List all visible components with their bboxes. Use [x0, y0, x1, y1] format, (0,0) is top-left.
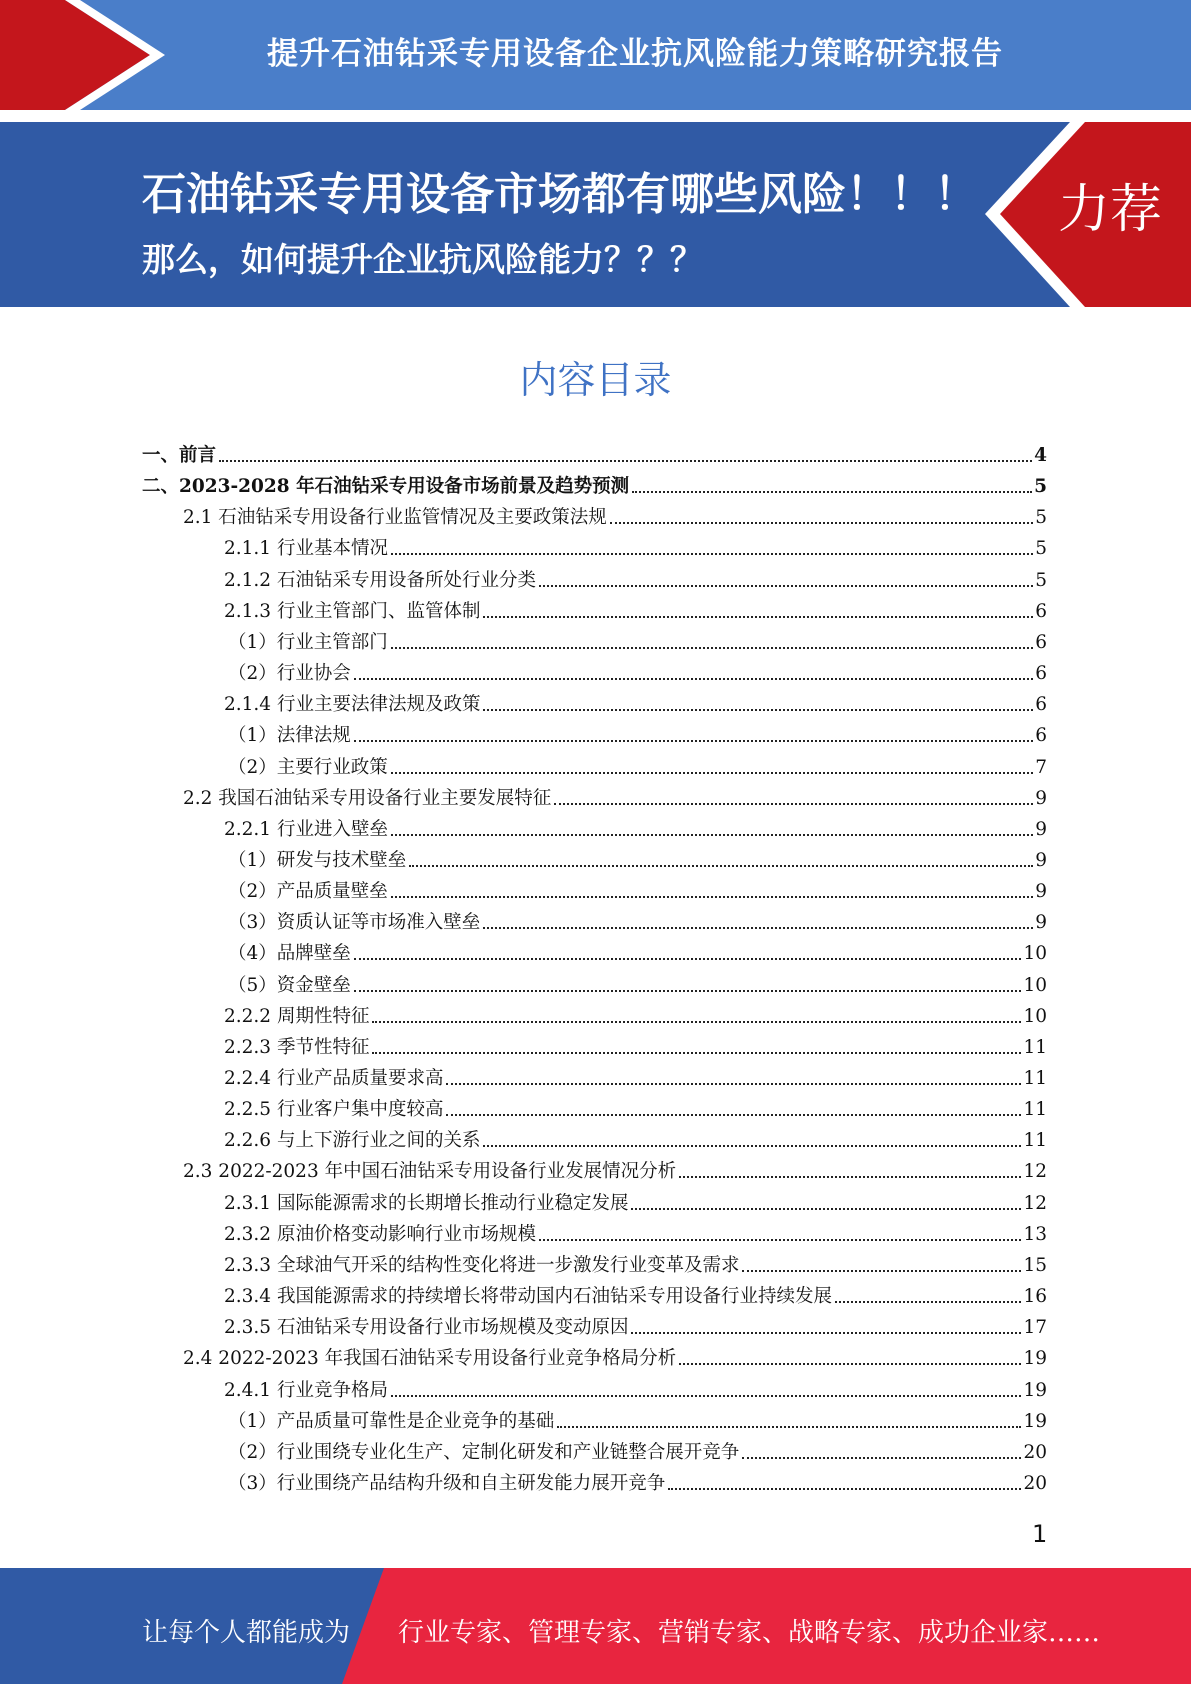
- hero-headline: 石油钻采专用设备市场都有哪些风险！！！: [142, 169, 978, 220]
- toc-entry-page: 9: [1035, 912, 1047, 934]
- toc-entry-page: 9: [1035, 787, 1047, 809]
- toc-entry-title: 2.1.4 行业主要法律法规及政策: [224, 694, 483, 716]
- toc-entry[interactable]: [224, 1216, 1047, 1246]
- toc-entry-title: （1）产品质量可靠性是企业竞争的基础: [228, 1411, 557, 1433]
- toc-entry-page: 5: [1035, 538, 1047, 560]
- toc-entry-page: 6: [1035, 600, 1047, 622]
- toc-dot-leader: [219, 460, 1032, 462]
- toc-entry[interactable]: [228, 1465, 1047, 1495]
- toc-entry-page: 11: [1023, 1130, 1047, 1152]
- toc-entry[interactable]: [224, 562, 1047, 592]
- toc-entry[interactable]: [228, 624, 1047, 654]
- toc-dot-leader: [631, 1332, 1021, 1334]
- toc-entry-page: 9: [1035, 849, 1047, 871]
- footer-slogan-right: 行业专家、管理专家、营销专家、战略专家、成功企业家……: [398, 1618, 1101, 1648]
- toc-entry[interactable]: [228, 935, 1047, 965]
- toc-entry-page: 10: [1023, 943, 1047, 965]
- toc-dot-leader: [539, 1239, 1021, 1241]
- toc-entry-page: 6: [1035, 725, 1047, 747]
- toc-entry-page: 15: [1023, 1254, 1047, 1276]
- toc-entry-title: 2.2.4 行业产品质量要求高: [224, 1068, 446, 1090]
- toc-entry-title: （4）品牌壁垒: [228, 943, 354, 965]
- toc-entry-title: 一、前言: [142, 445, 219, 467]
- toc-entry-page: 4: [1034, 445, 1047, 466]
- toc-entry-title: 2.2.5 行业客户集中度较高: [224, 1099, 446, 1121]
- toc-dot-leader: [446, 1083, 1021, 1085]
- toc-entry[interactable]: [228, 655, 1047, 685]
- toc-entry[interactable]: [224, 1060, 1047, 1090]
- toc-entry-title: 2.3.2 原油价格变动影响行业市场规模: [224, 1224, 539, 1246]
- toc-entry[interactable]: [228, 749, 1047, 779]
- toc-dot-leader: [483, 927, 1033, 929]
- toc-entry-title: 2.3.3 全球油气开采的结构性变化将进一步激发行业变革及需求: [224, 1255, 742, 1277]
- toc-dot-leader: [354, 958, 1022, 960]
- toc-dot-leader: [372, 1021, 1021, 1023]
- toc-entry[interactable]: [228, 873, 1047, 903]
- toc-dot-leader: [668, 1488, 1021, 1490]
- toc-entry[interactable]: [228, 967, 1047, 997]
- toc-entry-page: 19: [1023, 1410, 1047, 1432]
- toc-dot-leader: [539, 585, 1033, 587]
- toc-entry-page: 17: [1023, 1317, 1047, 1339]
- toc-entry[interactable]: [142, 437, 1047, 467]
- toc-entry[interactable]: [183, 499, 1047, 529]
- toc-dot-leader: [679, 1363, 1021, 1365]
- toc-entry-page: 5: [1035, 507, 1047, 529]
- toc-entry-page: 20: [1023, 1472, 1047, 1494]
- toc-entry-page: 5: [1035, 569, 1047, 591]
- toc-entry[interactable]: [183, 1153, 1047, 1183]
- toc-dot-leader: [557, 1426, 1021, 1428]
- toc-entry-title: 2.2.3 季节性特征: [224, 1037, 372, 1059]
- hero-banner: [0, 122, 1191, 307]
- toc-entry-title: （2）产品质量壁垒: [228, 881, 391, 903]
- toc-dot-leader: [372, 1052, 1021, 1054]
- toc-entry-title: （1）行业主管部门: [228, 632, 391, 654]
- toc-entry[interactable]: [224, 1278, 1047, 1308]
- toc-entry[interactable]: [228, 842, 1047, 872]
- top-banner: [0, 0, 1191, 110]
- toc-dot-leader: [354, 990, 1022, 992]
- toc-entry[interactable]: [183, 780, 1047, 810]
- toc-entry-page: 6: [1035, 694, 1047, 716]
- toc-entry-page: 20: [1023, 1441, 1047, 1463]
- toc-entry-title: 2.1 石油钻采专用设备行业监管情况及主要政策法规: [183, 507, 610, 529]
- toc-dot-leader: [610, 522, 1033, 524]
- toc-entry[interactable]: [224, 1247, 1047, 1277]
- toc-entry-page: 13: [1023, 1223, 1047, 1245]
- toc-entry[interactable]: [224, 530, 1047, 560]
- toc-entry-page: 12: [1023, 1161, 1047, 1183]
- toc-entry[interactable]: [224, 1029, 1047, 1059]
- toc-entry[interactable]: [224, 1372, 1047, 1402]
- toc-dot-leader: [391, 834, 1033, 836]
- report-title: 提升石油钻采专用设备企业抗风险能力策略研究报告: [267, 36, 1003, 72]
- toc-dot-leader: [354, 678, 1033, 680]
- toc-entry-page: 6: [1035, 663, 1047, 685]
- toc-entry-title: 2.2.1 行业进入壁垒: [224, 819, 391, 841]
- toc-entry-title: 2.3.1 国际能源需求的长期增长推动行业稳定发展: [224, 1193, 631, 1215]
- footer-slogan-left: 让每个人都能成为: [142, 1618, 351, 1648]
- toc-entry-page: 11: [1023, 1068, 1047, 1089]
- toc-entry[interactable]: [228, 1434, 1047, 1464]
- toc-entry-page: 19: [1023, 1348, 1047, 1370]
- toc-dot-leader: [835, 1301, 1021, 1303]
- toc-entry-page: 16: [1023, 1286, 1047, 1308]
- toc-entry-page: 11: [1023, 1099, 1047, 1121]
- toc-entry[interactable]: [224, 593, 1047, 623]
- toc-entry-title: 2.1.1 行业基本情况: [224, 538, 391, 560]
- toc-dot-leader: [483, 1145, 1021, 1147]
- toc-entry-title: 2.1.3 行业主管部门、监管体制: [224, 601, 483, 623]
- toc-entry-title: （1）法律法规: [228, 725, 354, 747]
- toc-entry-page: 5: [1034, 476, 1047, 498]
- toc-entry[interactable]: [224, 998, 1047, 1028]
- toc-entry-title: 2.2.2 周期性特征: [224, 1006, 372, 1028]
- toc-entry-title: 2.2.6 与上下游行业之间的关系: [224, 1130, 483, 1152]
- toc-dot-leader: [631, 1208, 1021, 1210]
- toc-entry-title: （2）主要行业政策: [228, 757, 391, 779]
- toc-entry-page: 11: [1023, 1036, 1047, 1058]
- toc-entry-page: 12: [1023, 1192, 1047, 1214]
- toc-entry-page: 7: [1035, 756, 1047, 778]
- toc-dot-leader: [446, 1114, 1021, 1116]
- toc-entry-page: 10: [1023, 974, 1047, 996]
- hero-subheadline: 那么，如何提升企业抗风险能力？？？: [142, 240, 703, 279]
- toc-entry-title: （2）行业围绕专业化生产、定制化研发和产业链整合展开竞争: [228, 1442, 742, 1464]
- toc-entry-title: （3）行业围绕产品结构升级和自主研发能力展开竞争: [228, 1473, 668, 1495]
- toc-entry-title: 2.2 我国石油钻采专用设备行业主要发展特征: [183, 788, 554, 810]
- toc-entry[interactable]: [224, 1309, 1047, 1339]
- toc-entry[interactable]: [142, 468, 1047, 498]
- toc-entry[interactable]: [224, 1185, 1047, 1215]
- toc-entry-title: （3）资质认证等市场准入壁垒: [228, 912, 483, 934]
- toc-dot-leader: [742, 1270, 1021, 1272]
- toc-dot-leader: [391, 647, 1033, 649]
- toc-dot-leader: [483, 709, 1033, 711]
- toc-entry-title: （1）研发与技术壁垒: [228, 850, 409, 872]
- toc-entry[interactable]: [228, 904, 1047, 934]
- toc-entry[interactable]: [224, 686, 1047, 716]
- toc-entry[interactable]: [228, 1403, 1047, 1433]
- toc-entry-title: （5）资金壁垒: [228, 975, 354, 997]
- toc-entry-title: 二、2023-2028 年石油钻采专用设备市场前景及趋势预测: [142, 476, 632, 498]
- toc-dot-leader: [632, 491, 1032, 493]
- toc-dot-leader: [409, 865, 1033, 867]
- toc-entry[interactable]: [224, 1091, 1047, 1121]
- toc-dot-leader: [391, 772, 1033, 774]
- toc-dot-leader: [354, 740, 1033, 742]
- toc-entry-title: 2.1.2 石油钻采专用设备所处行业分类: [224, 570, 539, 592]
- toc-entry-page: 9: [1035, 818, 1047, 840]
- toc-entry-page: 6: [1035, 631, 1047, 653]
- toc-dot-leader: [679, 1176, 1021, 1178]
- toc-dot-leader: [483, 616, 1033, 618]
- toc-dot-leader: [391, 896, 1033, 898]
- toc-entry-title: 2.4 2022-2023 年我国石油钻采专用设备行业竞争格局分析: [183, 1348, 679, 1370]
- toc-entry-page: 10: [1023, 1005, 1047, 1027]
- toc-entry-title: 2.3.5 石油钻采专用设备行业市场规模及变动原因: [224, 1317, 631, 1339]
- toc-entry-title: 2.3.4 我国能源需求的持续增长将带动国内石油钻采专用设备行业持续发展: [224, 1286, 835, 1308]
- toc-dot-leader: [742, 1457, 1021, 1459]
- toc-entry-title: 2.3 2022-2023 年中国石油钻采专用设备行业发展情况分析: [183, 1161, 679, 1183]
- toc-entry-title: （2）行业协会: [228, 663, 354, 685]
- toc-entry[interactable]: [224, 1122, 1047, 1152]
- toc-heading: 内容目录: [519, 358, 672, 402]
- toc-entry[interactable]: [183, 1340, 1047, 1370]
- toc-entry-page: 19: [1023, 1379, 1047, 1401]
- toc-entry[interactable]: [224, 811, 1047, 841]
- toc-entry-title: 2.4.1 行业竞争格局: [224, 1380, 391, 1402]
- toc-dot-leader: [391, 553, 1033, 555]
- footer-banner: [0, 1568, 1191, 1684]
- toc-dot-leader: [391, 1395, 1021, 1397]
- page-number: 1: [1032, 1520, 1048, 1548]
- toc-entry[interactable]: [228, 717, 1047, 747]
- toc-entry-page: 9: [1035, 881, 1047, 903]
- recommend-badge: 力荐: [1058, 180, 1163, 240]
- toc-dot-leader: [554, 803, 1033, 805]
